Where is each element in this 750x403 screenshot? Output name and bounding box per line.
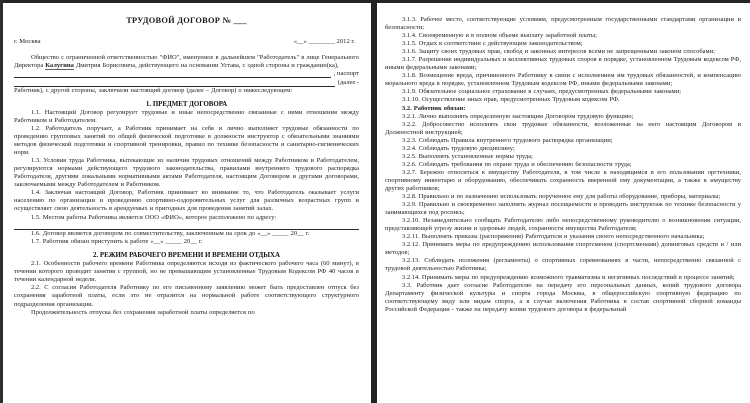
clause-3-2-13: 3.2.13. Соблюдать положения (регламенты) о спортивных соревнованиях в части, непосредственно связанной с трудовой деятельностью Работника; — [385, 257, 741, 273]
clause-1-4: 1.4. Заключая настоящий Договор, Работник принимает во внимание то, что Работодатель оказывает услуги населению по организации и проведению спортивно-оздоровительных услуг для различных возрастных групп и осуществляет свою деятельность в арендуемых и пригодных для проведения занятий залах. — [14, 189, 359, 213]
dalee-fill-row — [14, 78, 359, 86]
clause-3-3: 3.3. Работник дает согласие Работодателю на передачу его персональных данных, копий трудового договора Департаменту физической культуры и спорта города Москвы, в общероссийскую спортивную федерацию по соответствующему виду или видам спорта, а в случае включения Работника в состав спортивной сборной команды Российской Федерации - также на передачу копии трудового договора в федеральный — [385, 281, 741, 313]
date-label: «__» ________ 2012 г. — [293, 38, 355, 45]
clause-3-2-4: 3.2.4. Соблюдать трудовую дисциплину; — [402, 144, 515, 152]
clause-3-2-10: 3.2.10. Незамедлительно сообщать Работодателю либо непосредственному руководителю о возникновении ситуации, представляющей угрозу жизни и здоровью людей, сохранности имущества Работодателя; — [385, 217, 741, 233]
clause-3-2-14: 3.2.14. Принимать меры по предупреждению возможного травматизма и негативных последствий в процессе занятий; — [402, 273, 735, 281]
page-divider — [371, 0, 377, 403]
document-page-right — [371, 0, 750, 403]
subheading-3-2: 3.2. Работник обязан: — [402, 104, 466, 112]
clause-1-3: 1.3. Условия труда Работника, вытекающие из наличия трудовых отношений между Работником и Работодателем, регулируются нормами действующего трудового законодательства, правилами внутреннего трудового распорядка Работодателя, другими локальными нормативными актами Работодателя, настоящим Договором и другими договорами, заключаемыми между Работодателем и Работником. — [14, 157, 359, 189]
clause-2-2: 2.2. С согласия Работодателя Работнику по его письменному заявлению может быть предоставлен отпуск без сохранения заработной платы, если это не отразится на нормальной работе соответствующего структурного подразделения организации. — [14, 284, 359, 308]
preamble-text-b: Дмитрия Борисовича, действующего на основании Устава, с одной стороны и гражданин(ка), — [73, 62, 339, 70]
preamble-paragraph-2: Работник), с другой стороны, заключили настоящий договор (далее – Договор) о нижеследующем: — [14, 86, 293, 94]
clause-1-5: 1.5. Местом работы Работника является ООО «ФИО», которое расположено по адресу: — [31, 213, 277, 221]
clause-3-2-3: 3.2.3. Соблюдать Правила внутреннего трудового распорядка организации; — [402, 136, 613, 144]
city-label: г. Москва — [14, 38, 41, 45]
clause-3-1-8: 3.1.8. Возмещение вреда, причиненного Работнику в связи с исполнением им трудовых обязанностей, и компенсацию морального вреда в порядке, установленном Трудовым кодексом РФ, иными федеральными законами; — [385, 72, 741, 88]
clause-3-1-10: 3.1.10. Осуществление иных прав, предусмотренных Трудовым кодексом РФ. — [402, 96, 620, 104]
dalee-label: (далее - — [337, 78, 359, 86]
dalee-fill-line — [14, 78, 335, 86]
clause-3-2-1: 3.2.1. Лично выполнять определенную настоящим Договором трудовую функцию; — [402, 112, 634, 120]
section-heading-2: 2. РЕЖИМ РАБОЧЕГО ВРЕМЕНИ И ВРЕМЕНИ ОТДЫХА — [93, 252, 280, 260]
clause-3-1-3: 3.1.3. Рабочее место, соответствующие условиям, предусмотренным государственными стандартами организации и безопасности; — [385, 16, 741, 32]
clause-3-2-9: 3.2.9. Правильно и своевременно заполнять журнал посещаемости и проводить инструктаж по технике безопасности у занимающихся под роспись; — [385, 201, 741, 217]
clause-1-2: 1.2. Работодатель поручает, а Работник принимает на себя и лично выполняет трудовые обязанности по проведению групповых занятий по общей физической подготовке в должности инструктор с обязательными знаниями методов физической подготовки и спортивной тренировки, правил по технике безопасности и санитарно-гигиенических норм. — [14, 125, 359, 157]
page-title: ТРУДОВОЙ ДОГОВОР № ___ — [126, 16, 247, 25]
passport-label: , паспорт — [333, 70, 359, 78]
clause-3-2-8: 3.2.8. Правильно и по назначению использовать порученное ему для работы оборудование, приборы, материалы; — [402, 193, 721, 201]
clause-3-1-5: 3.1.5. Отдых в соответствии с действующим законодательством; — [402, 40, 583, 48]
passport-fill-line — [14, 70, 331, 78]
clause-2-1: 2.1. Особенности рабочего времени Работника определяются исходя из фактического рабочего часа (60 минут), в течении которого проводит занятия с группой, но не превышающим установленные Трудовым Кодексом РФ 40 часов в течении календарной недели. — [14, 260, 359, 284]
clause-3-1-7: 3.1.7. Разрешение индивидуальных и коллективных трудовых споров в порядке, установленном Трудовым кодексом РФ, иными федеральными законами; — [385, 56, 741, 72]
clause-3-1-9: 3.1.9. Обязательное социальное страхование в случаях, предусмотренных федеральными законами; — [402, 88, 682, 96]
document-page-left — [0, 0, 371, 403]
clause-3-2-7: 3.2.7. Бережно относиться к имуществу Работодателя, в том числе к находящимся в его пользовании оргтехники, спортивному инвентарю и оборудованию, обеспечивать сохранность вверенной ему документации, а также к имуществу других работников; — [385, 168, 741, 192]
clause-3-1-4: 3.1.4. Своевременную и в полном объеме выплату заработной платы; — [402, 32, 597, 40]
document-meta-row — [14, 38, 359, 45]
address-fill-line — [14, 222, 359, 231]
clause-3-2-5: 3.2.5. Выполнять установленные нормы труда; — [402, 152, 533, 160]
clause-1-1: 1.1. Настоящий Договор регулирует трудовые и иные непосредственно связанные с ними отношения между Работником и Работодателем. — [14, 108, 359, 124]
clause-3-2-12: 3.2.12. Принимать меры по предупреждению использования спортсменом (спортсменами) допинговых средств и / или методов; — [385, 241, 741, 257]
clause-1-6: 1.6. Договор является договором по совместительству, заключенным на срок до «__» _____ 20__ г. — [31, 230, 310, 238]
clause-3-2-2: 3.2.2. Добросовестно исполнять свои трудовые обязанности, возложенные на него настоящим Договором и Должностной инструкцией; — [385, 120, 741, 136]
clause-1-7: 1.7. Работник обязан приступить к работе «__» _____ 20__ г. — [31, 238, 203, 246]
clause-3-2-6: 3.2.6. Соблюдать требования по охране труда и обеспечению безопасности труда; — [402, 160, 632, 168]
clause-3-1-6: 3.1.6. Защиту своих трудовых прав, свобод и законных интересов всеми не запрещенными законом способами; — [402, 48, 715, 56]
clause-3-2-11: 3.2.11. Выполнять приказы (распоряжения) Работодателя и указания своего непосредственного начальника; — [402, 233, 705, 241]
scan-edge-left — [0, 0, 3, 403]
passport-fill-row — [14, 70, 359, 78]
preamble-paragraph — [14, 54, 359, 70]
preamble-text-a: Общество с ограниченной ответственностью "ФИО", именуемое в дальнейшем "Работодатель" в лице Генерального Директора — [14, 54, 359, 70]
clause-2-2-continued: Продолжительность отпуска без сохранения заработной платы определяется по — [31, 308, 255, 316]
spellchecked-surname: Калугина — [45, 62, 74, 70]
section-heading-1: 1. ПРЕДМЕТ ДОГОВОРА — [145, 100, 228, 108]
